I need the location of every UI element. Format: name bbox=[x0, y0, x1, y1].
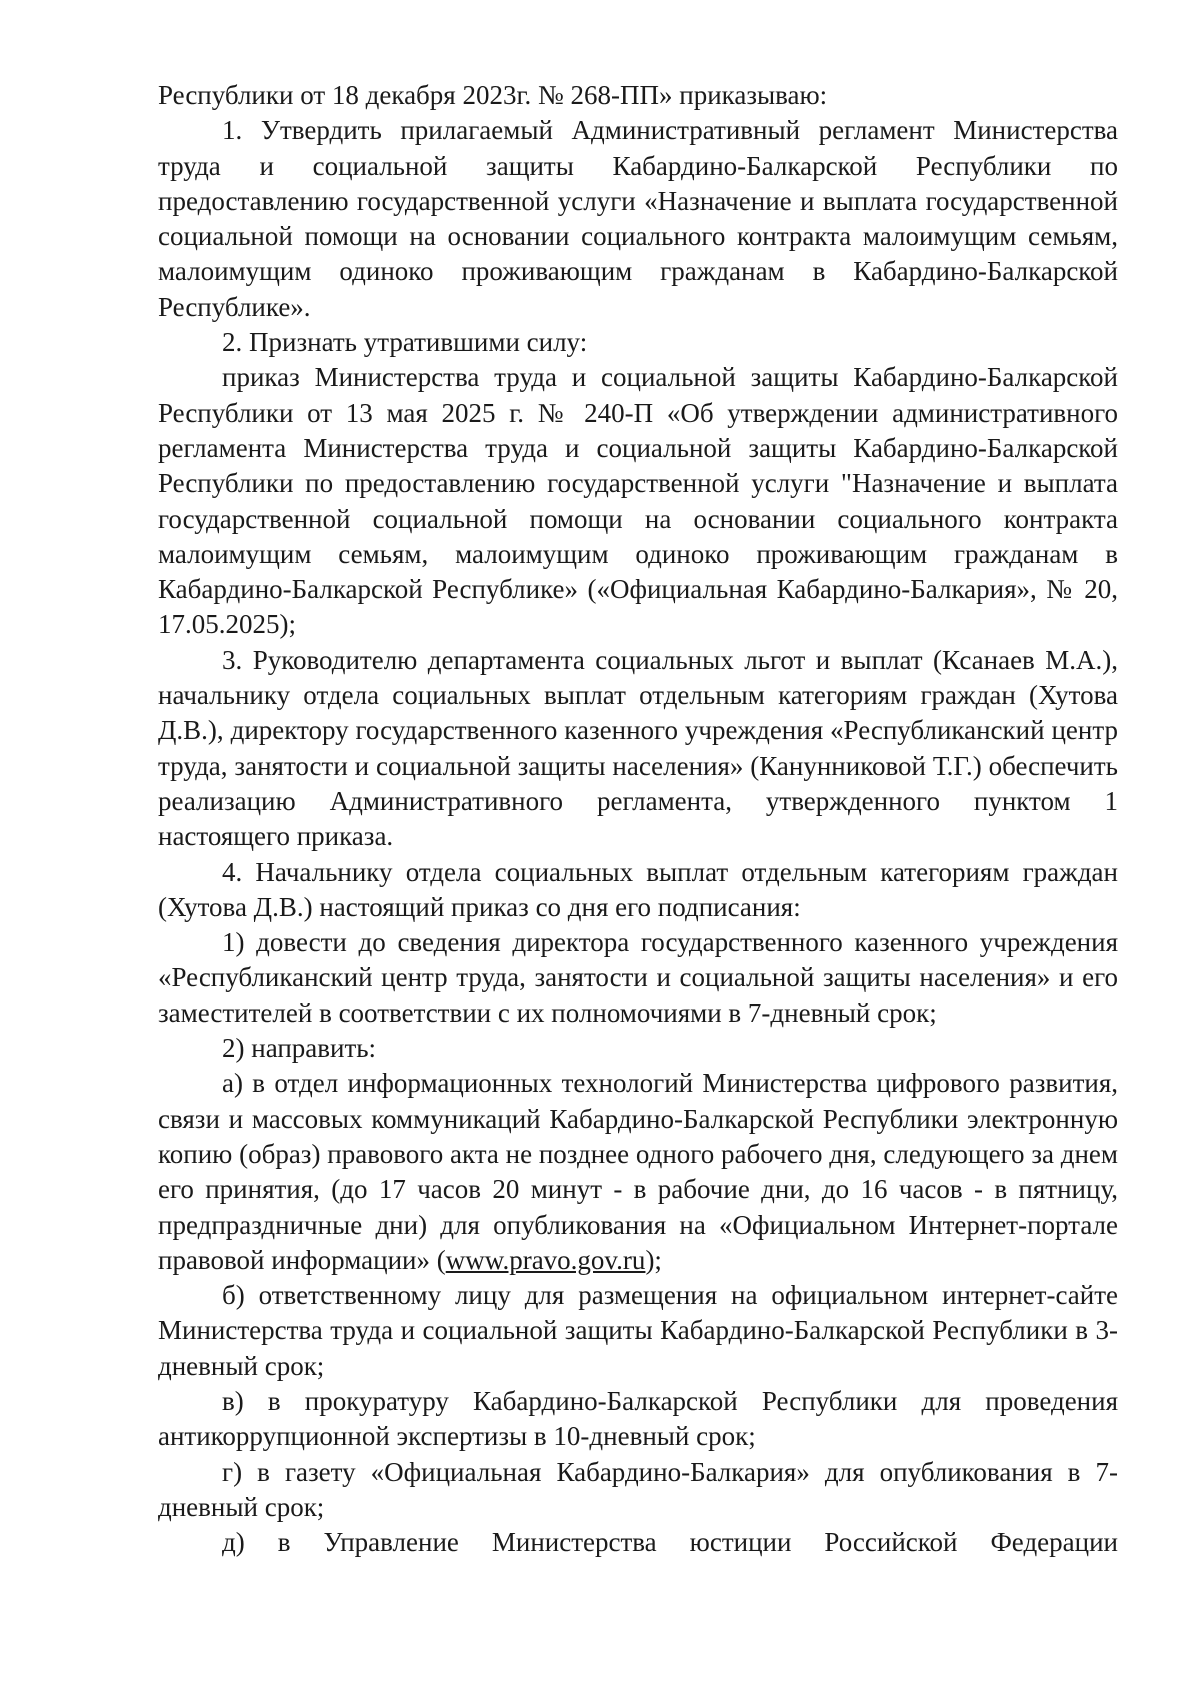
paragraph-item-1: 1. Утвердить прилагаемый Административный регламент Министерства труда и социальной защиты Кабардино-Балкарской Республики по предоставлению государственной услуги «Назначение и выплата государственной социальной помощи на основании социального контракта малоимущим семьям, малоимущим одиноко проживающим гражданам в Кабардино-Балкарской Республике». bbox=[158, 115, 1118, 322]
paragraph-subitem-a bbox=[158, 1066, 1118, 1278]
paragraph-item-2: 2. Признать утратившими силу: bbox=[222, 327, 588, 358]
paragraph-subitem-2: 2) направить: bbox=[222, 1033, 377, 1064]
paragraph-item-4: 4. Начальнику отдела социальных выплат отдельным категориям граждан (Хутова Д.В.) настоящий приказ со дня его подписания: bbox=[158, 856, 1118, 922]
paragraph-subitem-1: 1) довести до сведения директора государственного казенного учреждения «Республиканский центр труда, занятости и социальной защиты населения» и его заместителей в соответствии с их полномочиями в 7-дневный срок; bbox=[158, 927, 1118, 1028]
paragraph-subitem-d: д) в Управление Министерства юстиции Российской Федерации bbox=[222, 1527, 1118, 1558]
paragraph-subitem-a-text: а) в отдел информационных технологий Министерства цифрового развития, связи и массовых коммуникаций Кабардино-Балкарской Республики электронную копию (образ) правового акта не позднее одного рабочего дня, следующего за днем его принятия, (до 17 часов 20 минут - в рабочие дни, до 16 часов - в пятницу, предпраздничные дни) для опубликования на «Официальном Интернет-портале правовой информации» ( bbox=[158, 1068, 1118, 1275]
paragraph-intro: Республики от 18 декабря 2023г. № 268-ПП» приказываю: bbox=[158, 80, 828, 110]
paragraph-subitem-v: в) в прокуратуру Кабардино-Балкарской Республики для проведения антикоррупционной экспертизы в 10-дневный срок; bbox=[158, 1385, 1118, 1452]
document-body bbox=[158, 78, 1118, 1560]
paragraph-subitem-b: б) ответственному лицу для размещения на официальном интернет-сайте Министерства труда и социальной защиты Кабардино-Балкарской Республики в 3-дневный срок; bbox=[158, 1280, 1118, 1381]
pravo-link[interactable]: www.pravo.gov.ru bbox=[445, 1244, 646, 1275]
paragraph-subitem-a-suffix: ); bbox=[645, 1244, 662, 1275]
paragraph-item-3: 3. Руководителю департамента социальных льгот и выплат (Ксанаев М.А.), начальнику отдела социальных выплат отдельным категориям граждан (Хутова Д.В.), директору государственного казенного учреждения «Республиканский центр труда, занятости и социальной защиты населения» (Канунниковой Т.Г.) обеспечить реализацию Административного регламента, утвержденного пунктом 1 настоящего приказа. bbox=[158, 644, 1118, 852]
paragraph-subitem-g: г) в газету «Официальная Кабардино-Балкария» для опубликования в 7-дневный срок; bbox=[158, 1456, 1118, 1522]
paragraph-repealed-order: приказ Министерства труда и социальной защиты Кабардино-Балкарской Республики от 13 мая 2025 г. № 240-П «Об утверждении административного регламента Министерства труда и социальной защиты Кабардино-Балкарской Республики по предоставлению государственной услуги "Назначение и выплата государственной социальной помощи на основании социального контракта малоимущим семьям, малоимущим одиноко проживающим гражданам в Кабардино-Балкарской Республике» («Официальная Кабардино-Балкария», № 20, 17.05.2025); bbox=[158, 362, 1118, 640]
